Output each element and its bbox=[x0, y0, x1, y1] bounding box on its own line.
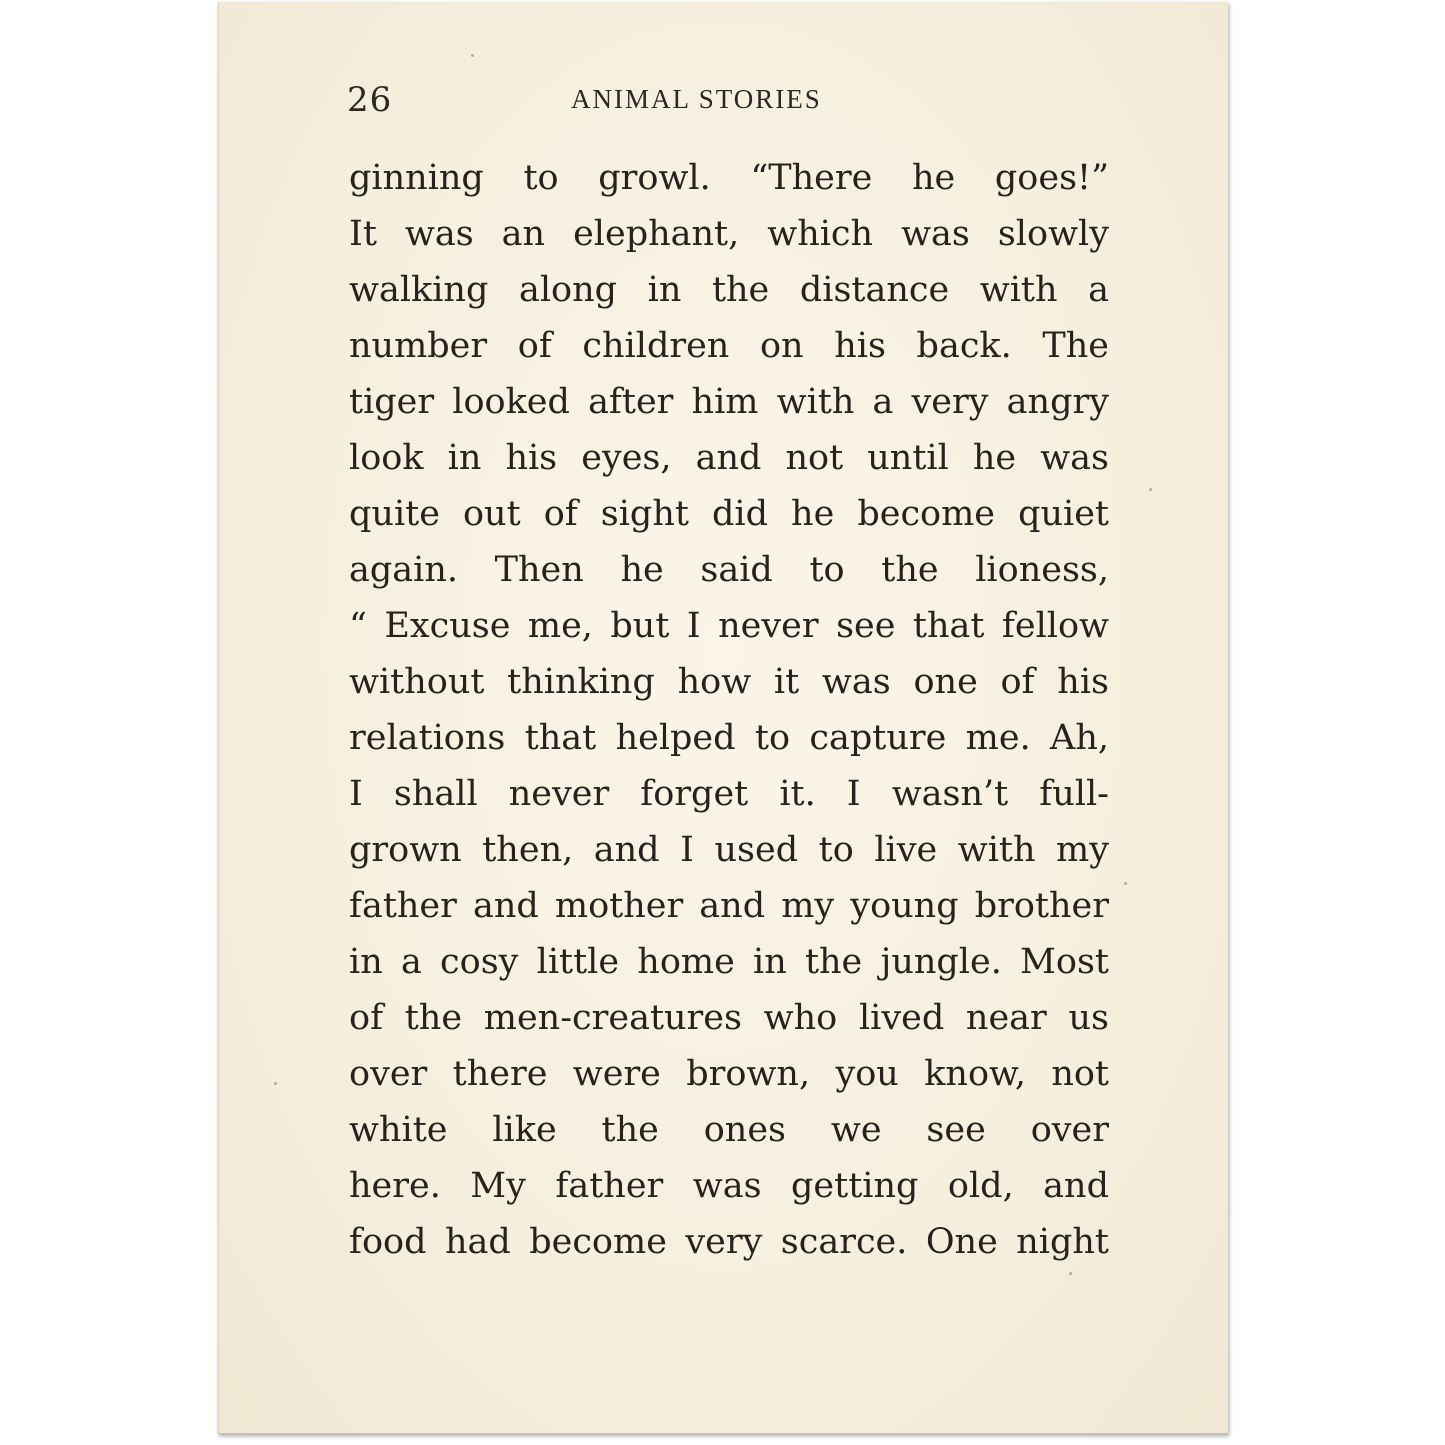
text-line: over there were brown, you know, not bbox=[349, 1054, 1109, 1094]
text-line: look in his eyes, and not until he was bbox=[349, 438, 1109, 478]
text-line: of the men-creatures who lived near us bbox=[349, 998, 1109, 1038]
text-line: grown then, and I used to live with my bbox=[349, 830, 1109, 870]
text-line: tiger looked after him with a very angry bbox=[349, 382, 1109, 422]
text-line: white like the ones we see over bbox=[349, 1110, 1109, 1150]
paper-speck bbox=[1069, 1272, 1072, 1275]
text-line: relations that helped to capture me. Ah, bbox=[349, 718, 1109, 758]
text-line: again. Then he said to the lioness, bbox=[349, 550, 1109, 590]
paper-speck bbox=[274, 1082, 277, 1085]
text-line: number of children on his back. The bbox=[349, 326, 1109, 366]
text-line: father and mother and my young brother bbox=[349, 886, 1109, 926]
text-line: I shall never forget it. I wasn’t full- bbox=[349, 774, 1109, 814]
book-page bbox=[218, 2, 1228, 1434]
text-line: walking along in the distance with a bbox=[349, 270, 1109, 310]
text-line: quite out of sight did he become quiet bbox=[349, 494, 1109, 534]
paper-speck bbox=[1149, 488, 1152, 491]
text-line: It was an elephant, which was slowly bbox=[349, 214, 1109, 254]
text-line: here. My father was getting old, and bbox=[349, 1166, 1109, 1206]
text-line: food had become very scarce. One night bbox=[349, 1222, 1109, 1262]
paper-speck bbox=[471, 54, 474, 57]
page-number: 26 bbox=[347, 80, 393, 120]
text-line: in a cosy little home in the jungle. Most bbox=[349, 942, 1109, 982]
text-line: without thinking how it was one of his bbox=[349, 662, 1109, 702]
paper-speck bbox=[1124, 882, 1127, 885]
text-line: “ Excuse me, but I never see that fellow bbox=[349, 606, 1109, 646]
running-head: ANIMAL STORIES bbox=[571, 84, 822, 114]
text-line: ginning to growl. “There he goes!” bbox=[349, 158, 1109, 198]
body-text bbox=[349, 150, 1109, 1270]
